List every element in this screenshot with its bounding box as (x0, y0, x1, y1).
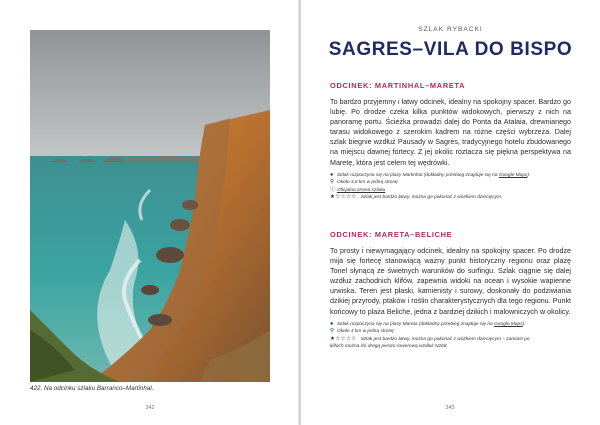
distance-text: Około 3,6 km w jedną stronę (337, 180, 398, 186)
section-martinhal-mareta (330, 81, 571, 202)
star-icon: ★☆☆☆☆ (330, 194, 357, 201)
difficulty-row-continued (330, 343, 571, 351)
difficulty-text: Szlak jest bardzo łatwy, można go pokonać z wózkiem dziecięcym. (360, 195, 503, 201)
start-info-row: ● Szlak rozpoczyna się na plaży Martinhal (dokładny przebieg znajduje się na Google Maps). (330, 171, 531, 178)
difficulty-row (330, 336, 571, 344)
section-body: To bardzo przyjemny i łatwy odcinek, idealny na spokojny spacer. Bardzo go lubię. Po drodze czeka kilka punktów widokowych, pierwszy z nich na panoramę portu. Ścieżka prowadzi dalej do Ponta da Atalaia, drewnianego tarasu widokowego z szerokim kadrem na różne części wybrzeża. Dalej szlak biegnie wzdłuż Pausady w Sagres, tradycyjnego hotelu zbudowanego na miejscu dawnej fortecy. Z jej okolic roztacza się piękna perspektywa na Maretę, która jest celem tej wędrówki. (330, 98, 571, 167)
distance-text: Około 4 km w jedną stronę (337, 329, 394, 335)
distance-row (330, 328, 571, 336)
difficulty-row (330, 194, 571, 202)
star-icon: ★☆☆☆☆ (330, 335, 357, 342)
photo-caption: 422. Na odcinku szlaku Barranco–Martinhal. (30, 385, 154, 392)
map-pin-icon: ● (330, 320, 334, 327)
map-pin-icon: ● (330, 171, 334, 178)
google-maps-link[interactable]: Google Maps (498, 172, 528, 178)
difficulty-text-continued: klifach można iść drogą pieszo-rowerową wzdłuż N268. (330, 344, 448, 350)
trail-info (330, 321, 571, 351)
start-info-row: ● Szlak rozpoczyna się na plaży Mareta (dokładny przebieg znajduje się na Google Maps). (330, 320, 526, 327)
page-number-left: 342 (145, 405, 155, 411)
info-circle-icon: ⓘ (330, 186, 336, 193)
coastal-cliff-photo (30, 30, 270, 382)
footprints-icon: ⚲ (330, 179, 335, 186)
section-label: SZLAK RYBACKI (418, 26, 483, 33)
distance-row (330, 179, 571, 187)
trail-info (330, 172, 571, 202)
google-maps-link[interactable]: Google Maps (494, 321, 523, 327)
section-mareta-beliche (330, 230, 571, 351)
start-text: Szlak rozpoczyna się na plaży Martinhal (dokładny przebieg znajduje się na (337, 172, 499, 178)
difficulty-text: Szlak jest bardzo łatwy, można go pokonać z wózkiem dziecięcym – zamiast po (360, 336, 530, 342)
official-trail-link[interactable]: Oficjalna strona szlaku (337, 187, 386, 193)
section-heading: ODCINEK: MARTINHAL–MARETA (330, 81, 466, 90)
left-page (0, 0, 299, 425)
section-heading: ODCINEK: MARETA–BELICHE (330, 230, 453, 239)
page-title: SAGRES–VILA DO BISPO (328, 39, 573, 60)
page-number-right: 343 (445, 405, 455, 411)
right-page (301, 0, 600, 425)
start-text: Szlak rozpoczyna się na plaży Mareta (dokładny przebieg znajduje się na (337, 321, 495, 327)
official-link-row (330, 187, 571, 195)
footprints-icon: ⚲ (330, 328, 335, 335)
section-body: To prosty i niewymagający odcinek, idealny na spokojny spacer. Po drodze mija się fortecę stanowiącą ważny punkt historyczny regionu oraz plażę Tonel słynącą ze świetnych warunków do surfingu. Szlak ciągnie się dalej wzdłuż zachodnich klifów, zapewnia widoki na ocean i wysokie wapienne urwiska. Teren jest płaski, kamienisty i surowy, doskonały do podziwiania dzikiej przyrody, ptaków i roślin charakterystycznych dla tego regionu. Punkt końcowy to plaża Beliche, jedna z bardziej dzikich i malowniczych w okolicy. (330, 247, 571, 316)
